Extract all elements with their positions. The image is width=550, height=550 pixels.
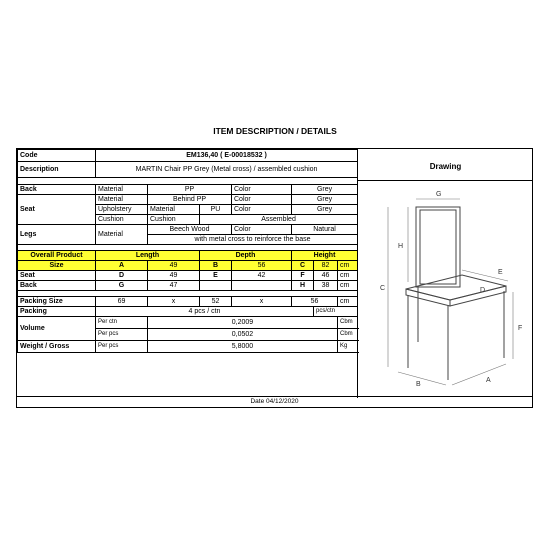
- size-a-value: 49: [148, 261, 200, 271]
- dim-h-label: H: [398, 243, 404, 250]
- size-b-letter: B: [200, 261, 232, 271]
- size-a-letter: A: [96, 261, 148, 271]
- drawing-divider: [358, 180, 533, 181]
- cushion-key: Cushion: [96, 215, 148, 225]
- seat-d-letter: D: [96, 271, 148, 281]
- page-title: ITEM DESCRIPTION / DETAILS: [213, 126, 337, 136]
- dim-a-label: A: [486, 377, 491, 384]
- size-row-seat: [18, 271, 358, 281]
- back-color-key: Color: [232, 185, 292, 195]
- packing-x2: x: [232, 297, 292, 307]
- legs-color-value: Natural: [292, 225, 358, 235]
- back-row: [18, 185, 358, 195]
- packing-size-row: [18, 297, 358, 307]
- description-label: Description: [18, 162, 96, 178]
- back-size-label: Back: [18, 281, 96, 291]
- back-material-value: PP: [148, 185, 232, 195]
- date-footer: Date 04/12/2020: [17, 396, 532, 407]
- chair-backrest: [416, 207, 460, 287]
- cushion-key-2: Cushion: [148, 215, 200, 225]
- back-empty-letter: [200, 281, 232, 291]
- legs-label: Legs: [18, 225, 96, 245]
- seat-e-letter: E: [200, 271, 232, 281]
- dim-c-label: C: [380, 285, 386, 292]
- volume-pcs-unit: Cbm: [338, 329, 358, 341]
- packing-label: Packing: [18, 307, 96, 317]
- packing-row: [18, 307, 358, 317]
- packing-width: 52: [200, 297, 232, 307]
- seat-unit: cm: [338, 271, 358, 281]
- spec-table: [17, 149, 358, 353]
- back-material-key: Material: [96, 185, 148, 195]
- size-unit: cm: [338, 261, 358, 271]
- back-g-value: 47: [148, 281, 200, 291]
- back-h-letter: H: [292, 281, 314, 291]
- length-header: Length: [96, 251, 200, 261]
- legs-row-1: [18, 225, 358, 235]
- dim-e-label: E: [498, 269, 503, 276]
- back-h-value: 38: [314, 281, 338, 291]
- back-label: Back: [18, 185, 96, 195]
- spec-sheet: [16, 148, 533, 408]
- seat-d-value: 49: [148, 271, 200, 281]
- back-unit: cm: [338, 281, 358, 291]
- seat-row-1: [18, 195, 358, 205]
- weight-row: [18, 341, 358, 353]
- size-header-row: [18, 251, 358, 261]
- legs-material-value: Beech Wood: [148, 225, 232, 235]
- weight-label: Weight / Gross: [18, 341, 96, 353]
- code-row: [18, 150, 358, 162]
- size-b-value: 56: [232, 261, 292, 271]
- size-header-label: Overall Product: [18, 251, 96, 261]
- volume-row-1: [18, 317, 358, 329]
- seat-color-key: Color: [232, 195, 292, 205]
- dim-a-line: [452, 364, 506, 385]
- dim-b-label: B: [416, 381, 421, 388]
- seat-label: Seat: [18, 195, 96, 225]
- seat-material-value: Behind PP: [148, 195, 232, 205]
- description-value: MARTIN Chair PP Grey (Metal cross) / assembled cushion: [96, 162, 358, 178]
- upholstery-color-value: Grey: [292, 205, 358, 215]
- upholstery-material-key: Material: [148, 205, 200, 215]
- seat-color-value: Grey: [292, 195, 358, 205]
- dim-f-label: F: [518, 325, 523, 332]
- drawing-label: Drawing: [429, 162, 462, 171]
- weight-key: Per pcs: [96, 341, 148, 353]
- seat-f-letter: F: [292, 271, 314, 281]
- dim-b-line: [398, 372, 446, 385]
- description-row: [18, 162, 358, 178]
- legs-color-key: Color: [232, 225, 292, 235]
- volume-label: Volume: [18, 317, 96, 341]
- spacer-row: [18, 178, 358, 185]
- volume-ctn-value: 0,2009: [148, 317, 338, 329]
- volume-pcs-value: 0,0502: [148, 329, 338, 341]
- dim-d-label: D: [480, 287, 486, 294]
- chair-seat-side: [450, 286, 506, 306]
- size-label: Size: [18, 261, 96, 271]
- packing-size-label: Packing Size: [18, 297, 96, 307]
- packing-value: 4 pcs / ctn: [96, 307, 314, 317]
- back-g-letter: G: [96, 281, 148, 291]
- packing-unit: pcs/ctn: [314, 307, 358, 317]
- back-empty-value: [232, 281, 292, 291]
- size-row-overall: [18, 261, 358, 271]
- seat-f-value: 46: [314, 271, 338, 281]
- size-row-back: [18, 281, 358, 291]
- weight-unit: Kg: [338, 341, 358, 353]
- back-color-value: Grey: [292, 185, 358, 195]
- depth-header: Depth: [200, 251, 292, 261]
- volume-ctn-unit: Cbm: [338, 317, 358, 329]
- upholstery-key: Upholstery: [96, 205, 148, 215]
- volume-pcs-key: Per pcs: [96, 329, 148, 341]
- packing-height: 56: [292, 297, 338, 307]
- packing-size-unit: cm: [338, 297, 358, 307]
- dim-g-label: G: [436, 191, 442, 198]
- chair-backrest-inner: [420, 210, 456, 284]
- size-c-value: 82: [314, 261, 338, 271]
- volume-ctn-key: Per ctn: [96, 317, 148, 329]
- weight-value: 5,8000: [148, 341, 338, 353]
- upholstery-color-key: Color: [232, 205, 292, 215]
- cushion-value: Assembled: [200, 215, 358, 225]
- code-label: Code: [18, 150, 96, 162]
- packing-x1: x: [148, 297, 200, 307]
- packing-length: 69: [96, 297, 148, 307]
- chair-drawing: [358, 182, 533, 397]
- seat-size-label: Seat: [18, 271, 96, 281]
- legs-note: with metal cross to reinforce the base: [148, 235, 358, 245]
- legs-material-key: Material: [96, 225, 148, 245]
- height-header: Height: [292, 251, 358, 261]
- size-c-letter: C: [292, 261, 314, 271]
- chair-seat-front: [406, 289, 450, 306]
- seat-material-key: Material: [96, 195, 148, 205]
- drawing-panel: [357, 149, 533, 398]
- seat-e-value: 42: [232, 271, 292, 281]
- upholstery-value: PU: [200, 205, 232, 215]
- code-value: EM136,40 ( E-00018532 ): [96, 150, 358, 162]
